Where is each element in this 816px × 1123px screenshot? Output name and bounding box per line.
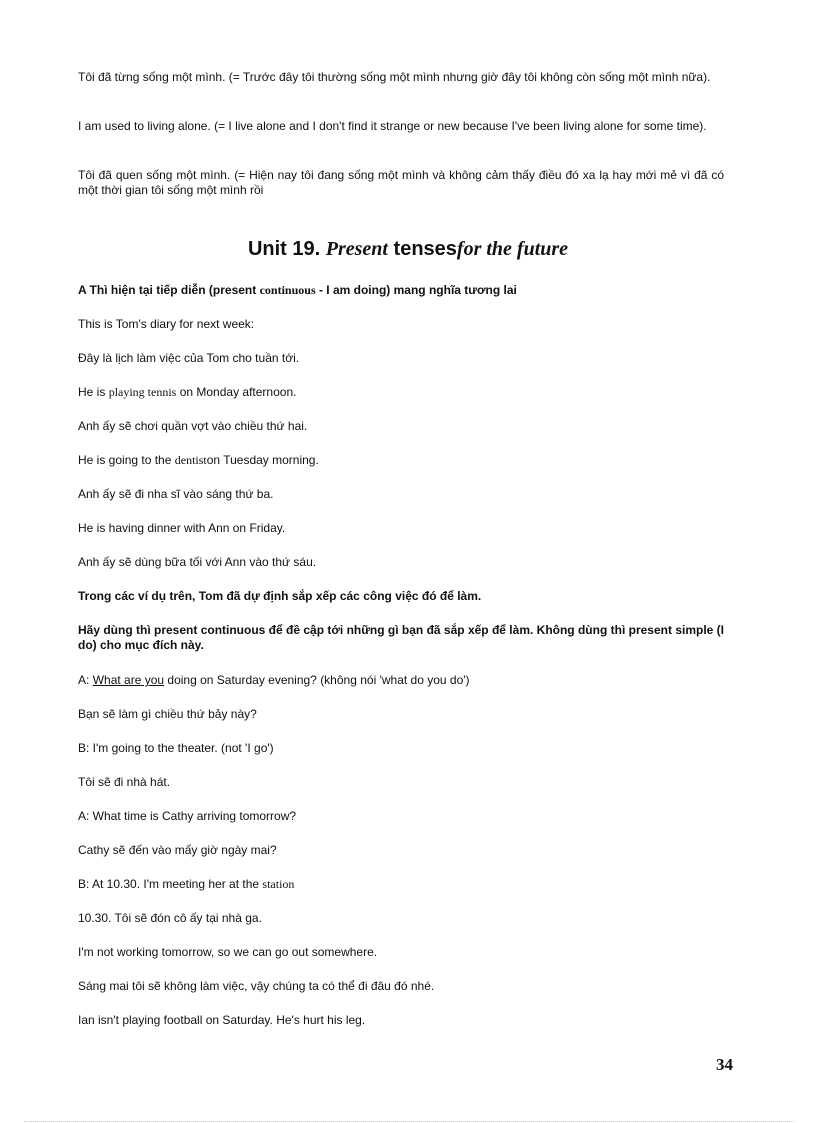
dialog-a1-underlined: What are you: [92, 673, 165, 687]
section-a-rest: - I am doing) mang nghĩa tương lai: [318, 283, 517, 297]
ian-line: Ian isn't playing football on Saturday. He's hurt his leg.: [78, 1013, 366, 1027]
tennis-pre: He is: [78, 385, 106, 399]
dialog-b2-vi: 10.30. Tôi sẽ đón cô ấy tại nhà ga.: [78, 911, 262, 925]
page-bottom-border: [24, 1121, 794, 1122]
dentist-line-vi: Anh ấy sẽ đi nha sĩ vào sáng thứ ba.: [78, 487, 274, 501]
section-a-heading: [78, 283, 724, 298]
unit-heading: [0, 236, 816, 262]
unit-heading-future: for the future: [456, 238, 569, 260]
dialog-b2: [78, 877, 724, 892]
dialog-a1-pre: A:: [78, 673, 90, 687]
dialog-b2-serif: station: [262, 877, 295, 891]
dentist-serif: dentist: [174, 453, 207, 467]
dentist-pre: He is going to the: [78, 453, 172, 467]
unit-heading-present: Present: [325, 238, 388, 260]
bold-note-2: Hãy dùng thì present continuous để đề cập tới những gì bạn đã sắp xếp để làm. Không dùng thì present simple (I do) cho mục đích này.: [78, 623, 724, 652]
dialog-b1: B: I'm going to the theater. (not 'I go'): [78, 741, 274, 755]
dinner-line: He is having dinner with Ann on Friday.: [78, 521, 286, 535]
section-a-text: A Thì hiện tại tiếp diễn (present: [78, 283, 257, 297]
dialog-b2-pre: B: At 10.30. I'm meeting her at the: [78, 877, 260, 891]
work-line-vi: Sáng mai tôi sẽ không làm việc, vậy chúng ta có thể đi đâu đó nhé.: [78, 979, 435, 993]
dentist-post: on Tuesday morning.: [206, 453, 319, 467]
dialog-a1-vi: Bạn sẽ làm gì chiều thứ bảy này?: [78, 707, 257, 721]
dialog-a1: [78, 673, 724, 688]
paragraph-am-used-to: I am used to living alone. (= I live alone and I don't find it strange or new because I've been living alone for some time).: [78, 119, 707, 133]
tennis-post: on Monday afternoon.: [179, 385, 297, 399]
tennis-line-vi: Anh ấy sẽ chơi quần vợt vào chiều thứ hai.: [78, 419, 308, 433]
diary-line: This is Tom's diary for next week:: [78, 317, 255, 331]
dentist-line: [78, 453, 724, 468]
bold-note-1: Trong các ví dụ trên, Tom đã dự định sắp xếp các công việc đó để làm.: [78, 589, 482, 603]
dinner-line-vi: Anh ấy sẽ dùng bữa tối với Ann vào thứ sáu.: [78, 555, 317, 569]
dialog-a1-post: doing on Saturday evening? (không nói 'what do you do'): [167, 673, 470, 687]
dialog-a2: A: What time is Cathy arriving tomorrow?: [78, 809, 297, 823]
unit-heading-tenses: tenses: [393, 238, 457, 260]
unit-heading-number: Unit 19.: [247, 238, 321, 260]
paragraph-used-to-live: Tôi đã từng sống một mình. (= Trước đây tôi thường sống một mình nhưng giờ đây tôi không còn sống một mình nữa).: [78, 70, 711, 84]
tennis-line: [78, 385, 724, 400]
section-a-serif-word: continuous: [259, 283, 316, 297]
dialog-a2-vi: Cathy sẽ đến vào mấy giờ ngày mai?: [78, 843, 277, 857]
diary-line-vi: Đây là lịch làm việc của Tom cho tuần tới.: [78, 351, 300, 365]
work-line: I'm not working tomorrow, so we can go out somewhere.: [78, 945, 378, 959]
paragraph-da-quen: Tôi đã quen sống một mình. (= Hiện nay tôi đang sống một mình và không cảm thấy điều đó xa lạ hay mới mẻ vì đã có một thời gian tôi sống một mình rồi: [78, 168, 724, 197]
page-number: 34: [716, 1055, 733, 1074]
tennis-serif: playing tennis: [108, 385, 177, 399]
dialog-b1-vi: Tôi sẽ đi nhà hát.: [78, 775, 171, 789]
